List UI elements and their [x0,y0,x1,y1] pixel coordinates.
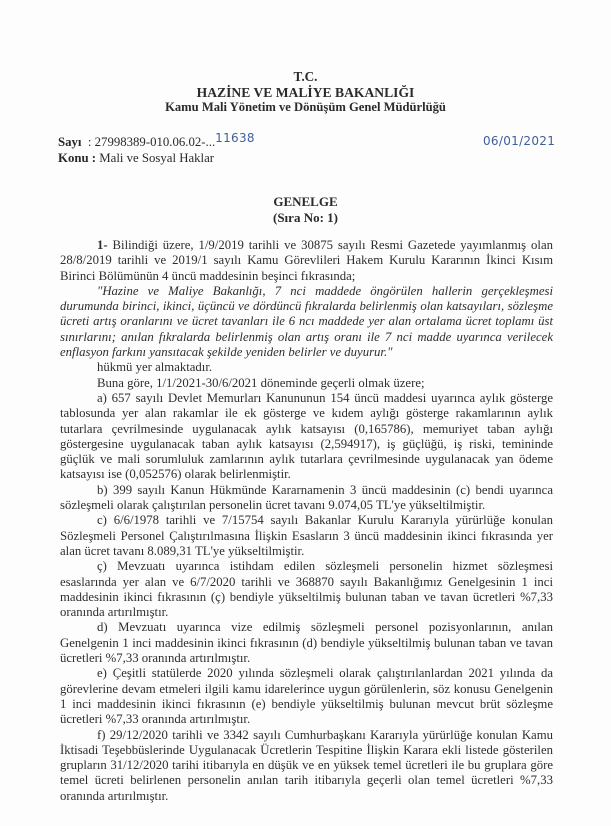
letterhead-directorate: Kamu Mali Yönetim ve Dönüşüm Genel Müdürlüğü [165,100,446,114]
handwritten-date: 06/01/2021 [483,134,556,148]
sayi-label: Sayı [58,135,82,149]
document-title [0,194,611,225]
item-c-cedilla: ç) Mevzuatı uyarınca istihdam edilen sözleşmeli personelin hizmet sözleşmesi esaslarında yer alan ve 6/7/2020 tarihli ve 368870 sayılı Bakanlığımız Genelgesinin 1 inci maddesinin ikinci fıkrasının (ç) bendiyle yükseltilmiş bulunan taban ve tavan ücretleri %7,33 oranında artırılmıştır. [60,559,553,620]
konu-row [58,150,255,166]
title-sequence: (Sıra No: 1) [273,209,338,225]
item-c: c) 6/6/1978 tarihli ve 7/15754 sayılı Bakanlar Kurulu Kararıyla yürürlüğe konulan Sözleşmeli Personel Çalıştırılmasına İlişkin Esasların 3 üncü maddesinin ikinci fıkrasında yer alan ücret tavanı 8.089,31 TL'ye yükseltilmiştir. [60,513,553,558]
item-b: b) 399 sayılı Kanun Hükmünde Kararnamenin 3 üncü maddesinin (c) bendi uyarınca sözleşmeli olarak çalıştırılan personelin ücret tavanı 9.074,05 TL'ye yükseltilmiştir. [60,482,553,513]
konu-value: Mali ve Sosyal Haklar [99,151,215,165]
paragraph-1-text: Bilindiği üzere, 1/9/2019 tarihli ve 30875 sayılı Resmi Gazetede yayımlanmış olan 28/8/2019 tarihli ve 2019/1 sayılı Kamu Görevlileri Hakem Kurulu Kararının İkinci Kısım Birinci Bölümünün 4 üncü maddesinin beşinci fıkrasında; [60,238,554,283]
quoted-provision: "Hazine ve Maliye Bakanlığı, 7 nci maddede öngörülen hallerin gerçekleşmesi durumunda birinci, ikinci, üçüncü ve dördüncü fıkralarda belirlenmiş olan katsayıları, sözleşme ücreti artış oranlarını ve ücret tavanları ile 6 ncı maddede yer alan ortalama ücret toplamı üst sınırlarını; anılan fıkralarda belirlenmiş olan artış oranı ile 7 nci madde uyarınca verilecek enflasyon farkını yansıtacak şekilde yeniden belirler ve duyurur." [60,283,553,360]
paragraph-number: 1- [97,238,108,252]
item-d: d) Mevzuatı uyarınca vize edilmiş sözleşmeli personel pozisyonlarının, anılan Genelgenin 1 inci maddesinin ikinci fıkrasının (d) bendiyle yükseltilmiş bulunan taban ve tavan ücretleri %7,33 oranında artırılmıştır. [60,620,553,666]
provision-ref: hükmü yer almaktadır. [97,360,213,375]
paragraph-1 [60,238,553,284]
sayi-handwritten-number: 11638 [215,131,255,145]
sayi-row [58,131,255,150]
letterhead [0,69,611,116]
konu-label: Konu : [58,151,97,165]
item-e: e) Çeşitli statülerde 2020 yılında sözleşmeli olarak çalıştırılanlardan 2021 yılında da görevlerine devam etmeleri ilgili kamu idarelerince uygun görülenlerin, söz konusu Genelgenin 1 inci maddesinin ikinci fıkrasının (e) bendiyle yükseltilmiş bulunan mevcut brüt sözleşme ücretleri %7,33 oranında artırılmıştır. [60,666,553,727]
document-meta [58,131,255,166]
letterhead-ministry: HAZİNE VE MALİYE BAKANLIĞI [196,84,415,100]
sayi-value: : 27998389-010.06.02-... [87,135,216,149]
title-main: GENELGE [273,194,338,209]
document-body [60,238,553,804]
period-statement: Buna göre, 1/1/2021-30/6/2021 döneminde geçerli olmak üzere; [97,375,425,390]
item-f: f) 29/12/2020 tarihli ve 3342 sayılı Cumhurbaşkanı Kararıyla yürürlüğe konulan Kamu İktisadi Teşebbüslerinde Uygulanacak Ücretlerin Tespitine İlişkin Karara ekli listede gösterilen grupların 31/12/2020 tarihi itibarıyla en düşük ve en yüksek temel ücretleri ile bu gruplara göre temel ücreti belirlenen personelin anılan tarih itibarıyla geçerli olan temel ücretleri %7,33 oranında artırılmıştır. [60,727,553,803]
item-a: a) 657 sayılı Devlet Memurları Kanununun 154 üncü maddesi uyarınca aylık gösterge tablosunda yer alan rakamlar ile ek gösterge ve kıdem aylığı gösterge rakamlarının aylık tutarlara çevrilmesinde uygulanacak aylık katsayısı (0,165786), memuriyet taban aylığı göstergesine uygulanacak taban aylık katsayısı (2,594917), iş güçlüğü, iş riski, temininde güçlük ve mali sorumluluk zamlarının aylık tutarlara çevrilmesinde uygulanacak yan ödeme katsayısı ise (0,052576) olarak belirlenmiştir. [60,390,553,482]
letterhead-country: T.C. [293,69,318,84]
